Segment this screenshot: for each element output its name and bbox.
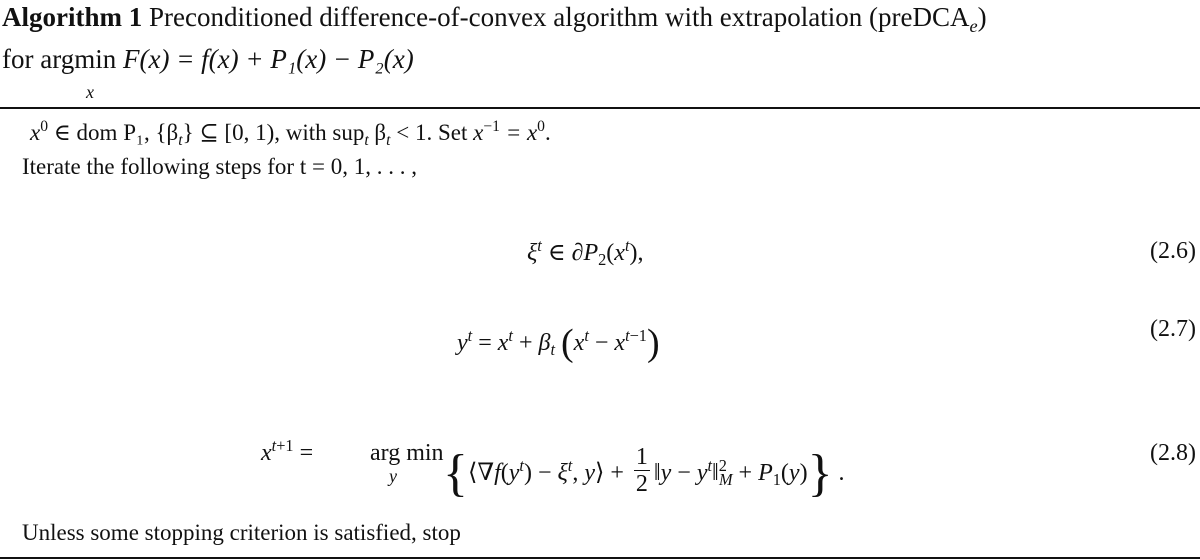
equation-2-7: $y^t = x^t + \beta_t$ $(x^t - x^{t-1})$	[457, 322, 660, 364]
init-beta-sub: t	[178, 131, 183, 149]
equation-2-8-argmin: arg min	[370, 440, 444, 466]
init-xm1: x	[473, 120, 484, 145]
objective-formula: F(x) = f(x) + P₁(x) − P₂(x)	[122, 44, 414, 74]
init-x0-sup: 0	[40, 118, 49, 136]
equation-2-8-lhs: $x^{t+1}$ =	[261, 436, 314, 466]
equation-number-2-6: (2.6)	[1150, 238, 1196, 264]
init-x0-sup2: 0	[537, 118, 545, 136]
init-rest4: < 1. Set	[390, 120, 474, 145]
stopping-line: Unless some stopping criterion is satisfied, stop	[22, 520, 461, 545]
init-end: .	[544, 120, 551, 145]
init-rest2: } ⊆ [0, 1), with sup	[182, 120, 365, 145]
algorithm-title	[2, 2, 987, 36]
init-xm1-sup: −1	[483, 118, 500, 136]
equation-number-2-7: (2.7)	[1150, 316, 1196, 342]
algorithm-title-subscript: e	[969, 15, 978, 36]
argmin-text: argmin	[40, 44, 117, 74]
init-sup-sub: t	[364, 131, 369, 149]
algorithm-label: Algorithm 1	[2, 2, 143, 32]
for-text: for	[2, 44, 34, 74]
algorithm-title-text: Preconditioned difference-of-convex algorithm with extrapolation (preDCA	[148, 2, 970, 32]
equation-2-6: $\xi^t$ ∈ $\partial P_2(x^t)$,	[527, 236, 644, 269]
argmin-variable: x	[86, 82, 94, 102]
init-rest3: β	[374, 120, 387, 145]
init-beta-sub2: t	[386, 131, 391, 149]
top-rule	[0, 107, 1200, 109]
equation-number-2-8: (2.8)	[1150, 440, 1196, 466]
init-rest: ∈ dom P₁, {β	[53, 120, 179, 145]
initialization-line	[30, 118, 551, 149]
equation-2-8-body: {$⟨\nabla f(y^t) - \xi^t$, y⟩ + $\frac{1}{2}$ ‖y − $y^t‖^2_M + P_1(y)$} .	[443, 443, 845, 502]
bottom-rule	[0, 557, 1200, 559]
algorithm-title-close: )	[977, 2, 987, 32]
equation-2-8-argmin-var: y	[389, 466, 397, 486]
init-rest5: = x	[499, 120, 538, 145]
iterate-line: Iterate the following steps for t = 0, 1, . . . ,	[22, 154, 417, 179]
algorithm-objective-line	[2, 44, 414, 75]
init-x0: x	[30, 120, 41, 145]
